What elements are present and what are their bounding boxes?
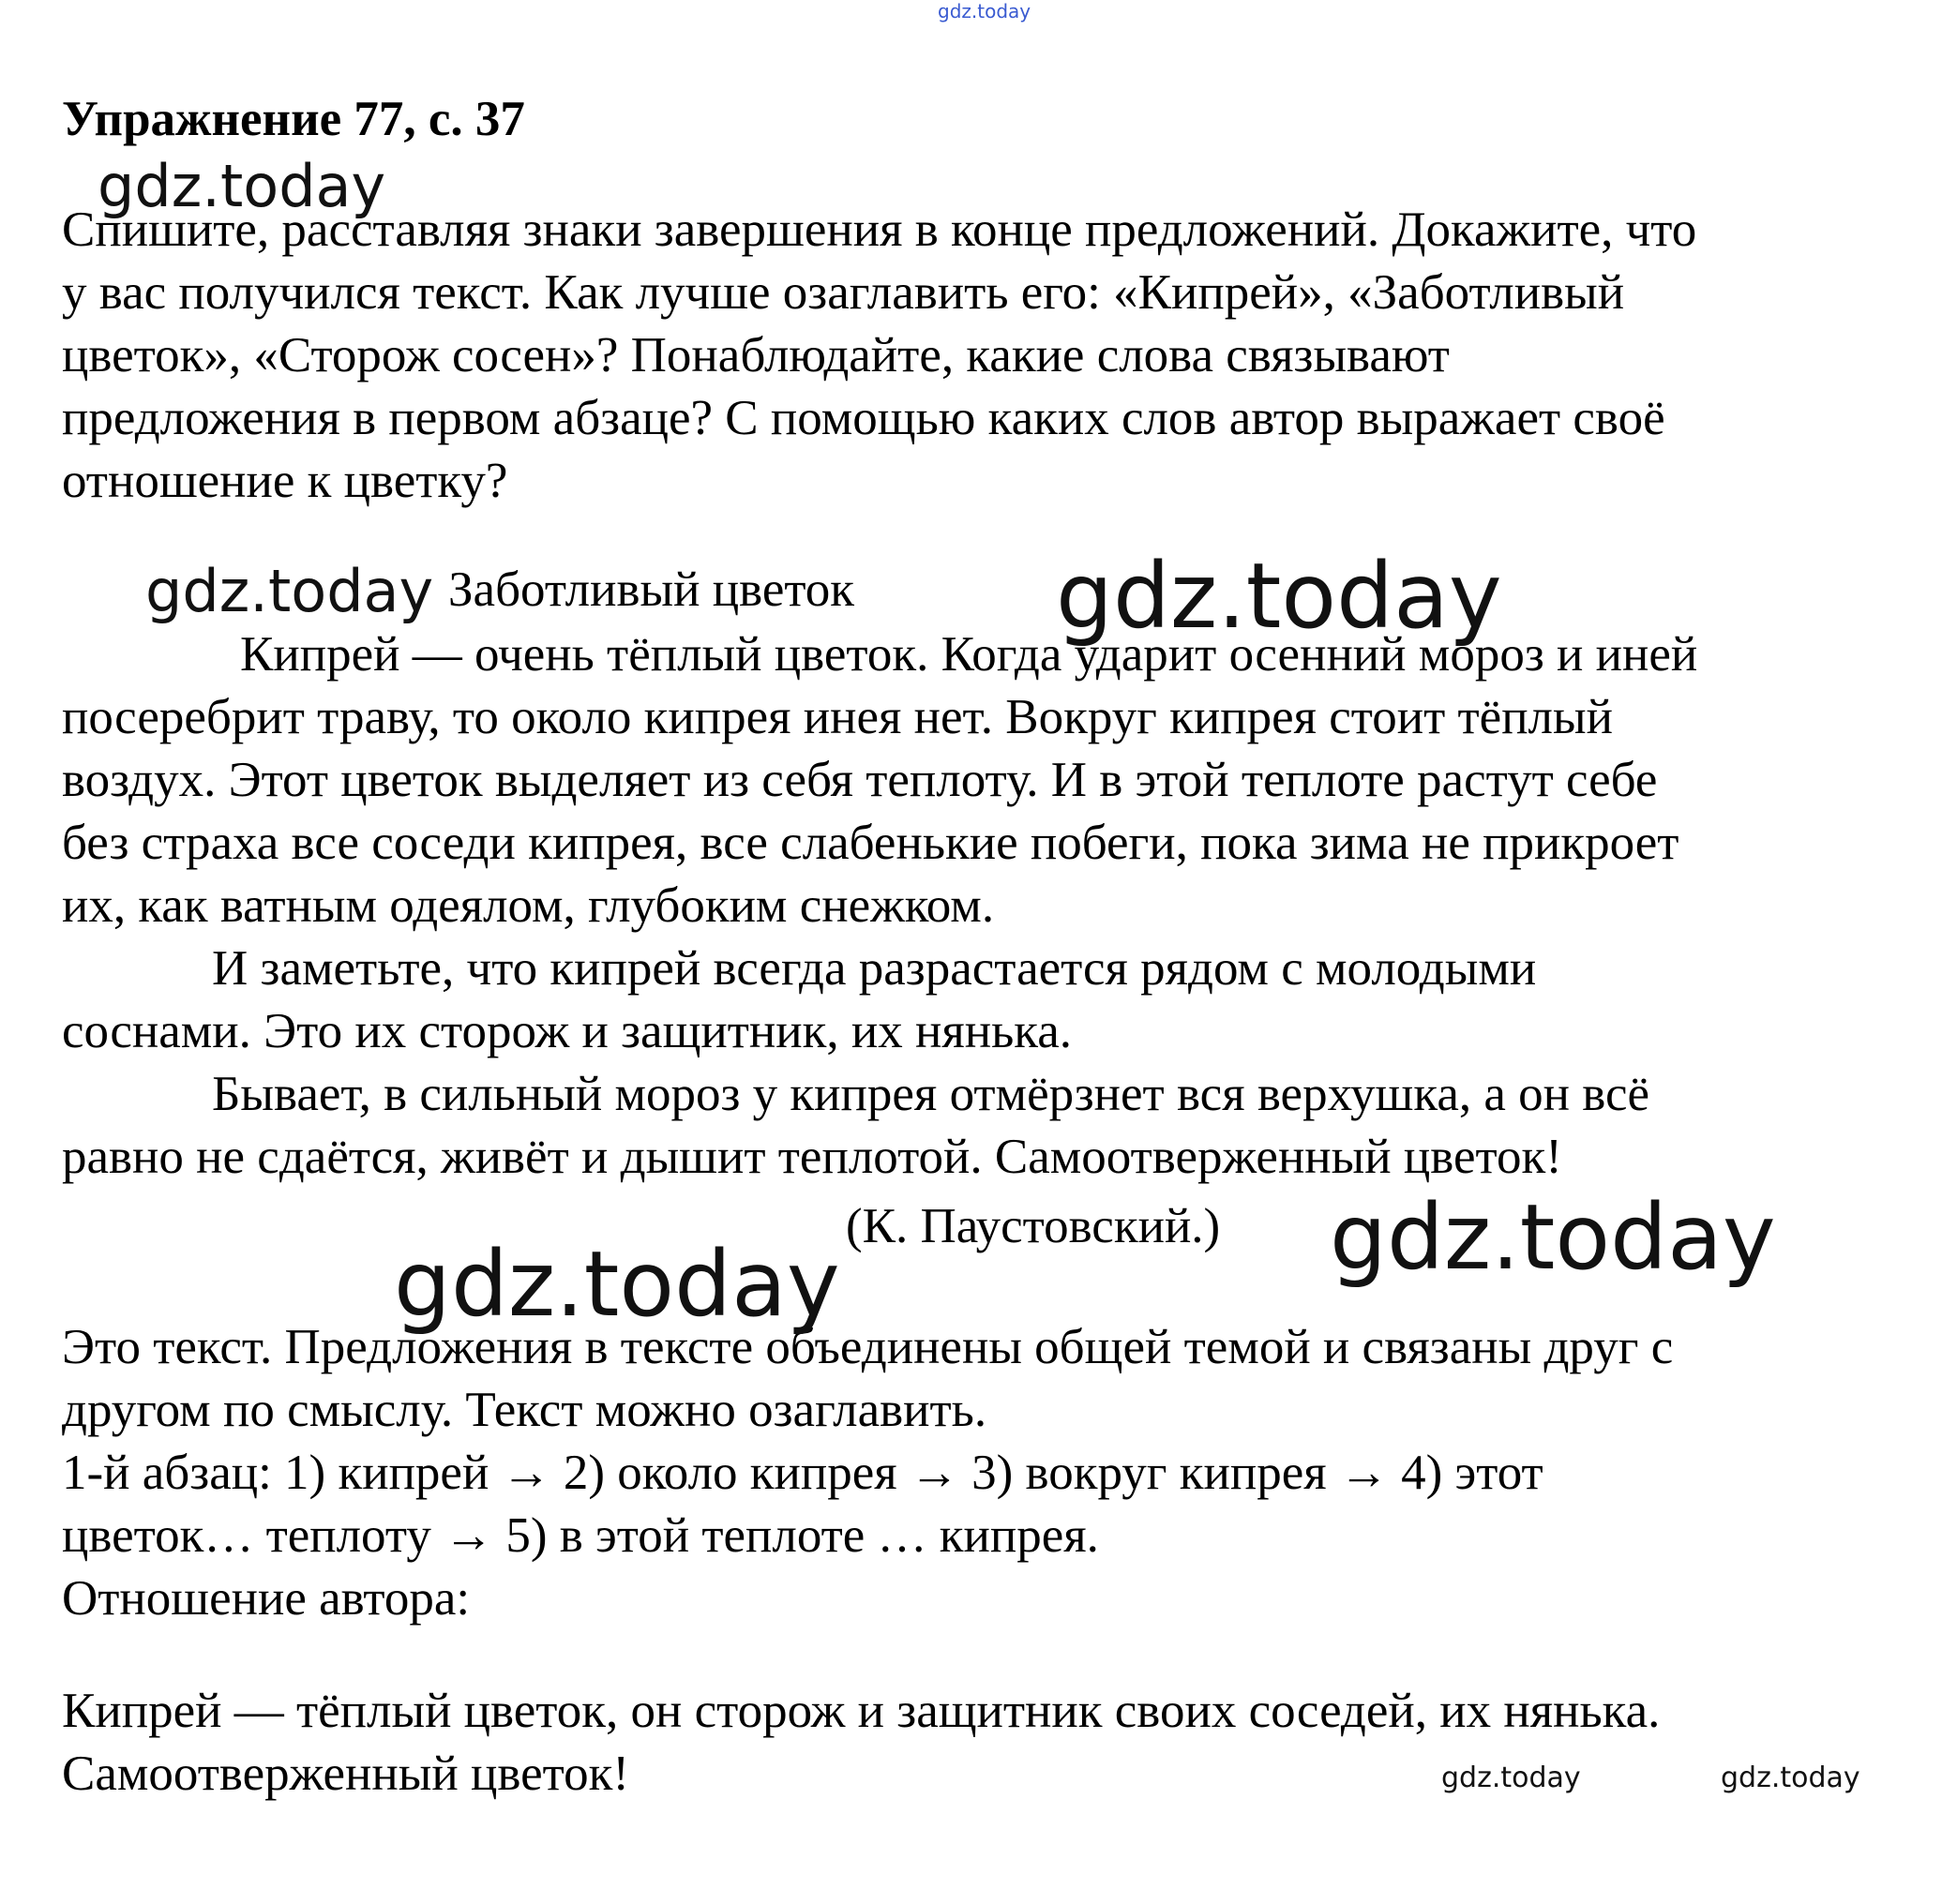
task-line: Спишите, расставляя знаки завершения в конце предложений. Докажите, что [62, 202, 1697, 257]
watermark: gdz.today [1721, 1762, 1860, 1794]
story-line: без страха все соседи кипрея, все слабенькие побеги, пока зима не прикроет [62, 816, 1679, 870]
story-title: Заботливый цветок [448, 562, 855, 617]
task-line: предложения в первом абзаце? С помощью каких слов автор выражает своё [62, 391, 1665, 445]
task-line: у вас получился текст. Как лучше озаглавить его: «Кипрей», «Заботливый [62, 265, 1625, 320]
answer-line: 1-й абзац: 1) кипрей → 2) около кипрея → 3) вокруг кипрея → 4) этот [62, 1446, 1543, 1500]
story-line: И заметьте, что кипрей всегда разрастается рядом с молодыми [212, 941, 1537, 996]
story-line: их, как ватным одеялом, глубоким снежком. [62, 878, 995, 933]
story-line: посеребрит траву, то около кипрея инея нет. Вокруг кипрея стоит тёплый [62, 690, 1613, 744]
story-line: воздух. Этот цветок выделяет из себя теплоту. И в этой теплоте растут себе [62, 753, 1658, 807]
story-author: (К. Паустовский.) [846, 1199, 1221, 1253]
answer-paragraph [62, 1316, 1900, 1630]
answer-line: другом по смыслу. Текст можно озаглавить. [62, 1383, 987, 1437]
watermark: gdz.today [1056, 544, 1502, 649]
task-line: отношение к цветку? [62, 454, 508, 508]
watermark-top: gdz.today [938, 0, 1031, 22]
watermark: gdz.today [1441, 1762, 1581, 1794]
conclusion-line: Кипрей — тёплый цветок, он сторож и защитник своих соседей, их нянька. [62, 1684, 1661, 1738]
watermark: gdz.today [394, 1232, 840, 1337]
story-line: соснами. Это их сторож и защитник, их нянька. [62, 1004, 1073, 1058]
exercise-heading: Упражнение 77, с. 37 [62, 92, 525, 146]
answer-line: Отношение автора: [62, 1571, 471, 1626]
story-line: Бывает, в сильный мороз у кипрея отмёрзнет вся верхушка, а он всё [212, 1067, 1649, 1121]
conclusion-paragraph [62, 1680, 1900, 1806]
watermark: gdz.today [1330, 1185, 1776, 1290]
task-line: цветок», «Сторож сосен»? Понаблюдайте, какие слова связывают [62, 328, 1450, 382]
watermark: gdz.today [145, 557, 434, 625]
task-paragraph [62, 199, 1900, 513]
story-line: Кипрей — очень тёплый цветок. Когда ударит осенний мороз и иней [240, 627, 1698, 682]
answer-line: Это текст. Предложения в тексте объединены общей темой и связаны друг с [62, 1320, 1674, 1374]
story-line: равно не сдаётся, живёт и дышит теплотой. Самоотверженный цветок! [62, 1130, 1562, 1184]
watermark: gdz.today [98, 152, 386, 220]
conclusion-line: Самоотверженный цветок! [62, 1747, 629, 1801]
story-text [62, 623, 1900, 1189]
answer-line: цветок… теплоту → 5) в этой теплоте … кипрея. [62, 1508, 1099, 1563]
